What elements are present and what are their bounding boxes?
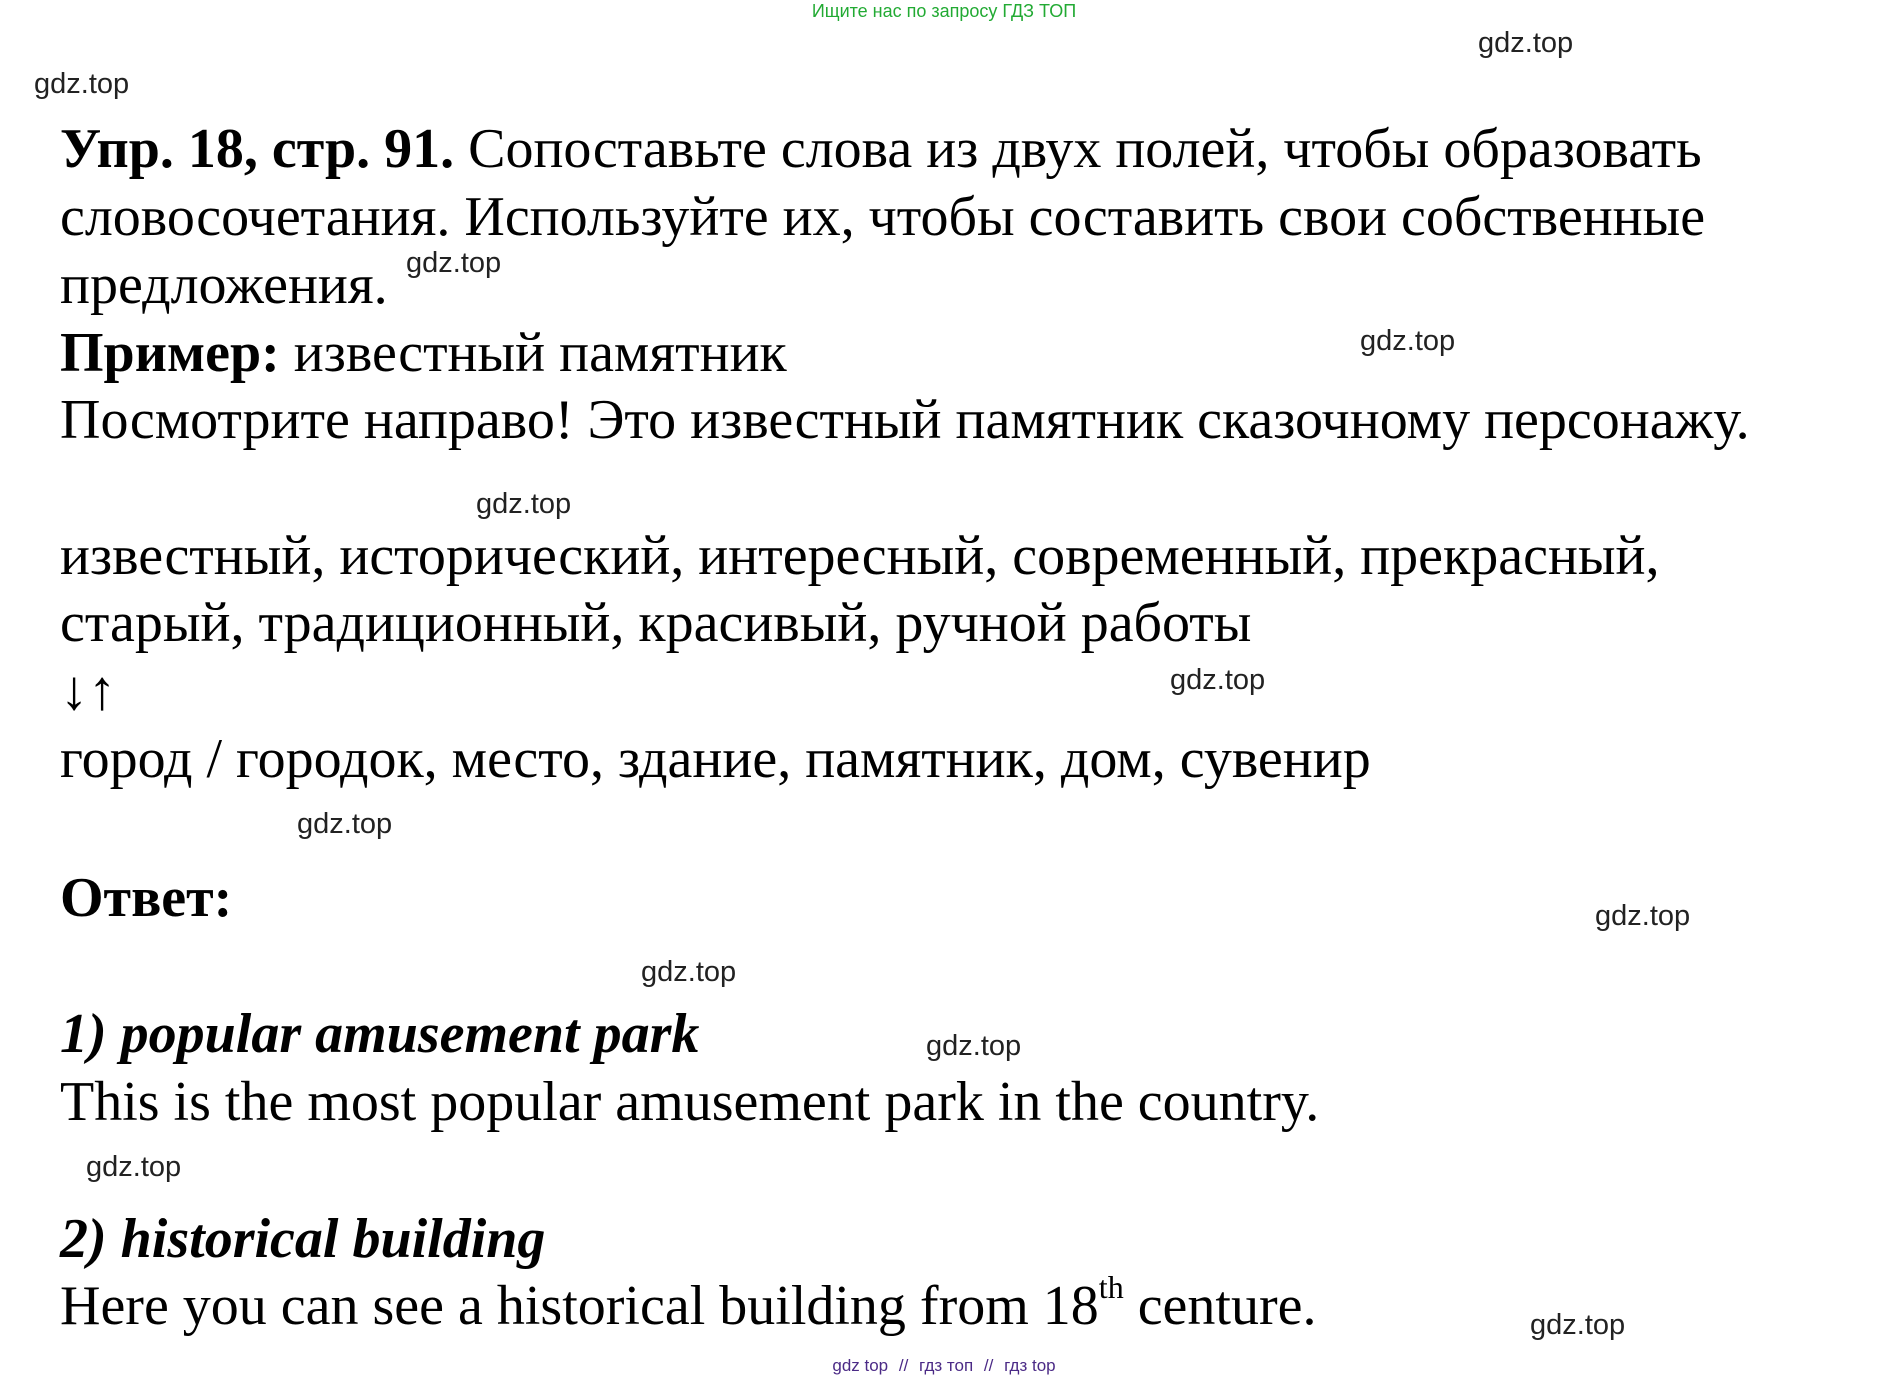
- answer-sentence: [60, 1269, 1317, 1339]
- task-line: предложения.: [60, 254, 388, 316]
- answer-heading: 1) popular amusement park: [60, 1003, 700, 1065]
- adjective-list: старый, традиционный, красивый, ручной работы: [60, 592, 1252, 654]
- watermark: gdz.top: [1170, 664, 1266, 696]
- example-label: Пример:: [60, 322, 280, 384]
- watermark: gdz.top: [926, 1030, 1022, 1062]
- footer-separator: //: [983, 1356, 994, 1375]
- sentence-text: Here you can see a historical building from 18: [60, 1275, 1099, 1337]
- example-line: [60, 320, 787, 386]
- watermark: gdz.top: [641, 956, 737, 988]
- top-banner: Ищите нас по запросу ГДЗ ТОП: [811, 1, 1077, 21]
- footer-link[interactable]: гдз top: [1004, 1356, 1056, 1375]
- footer-link[interactable]: gdz top: [832, 1356, 889, 1375]
- example-phrase: известный памятник: [279, 322, 787, 384]
- exercise-label: Упр. 18, стр. 91.: [60, 118, 455, 180]
- task-text: Сопоставьте слова из двух полей, чтобы образовать: [454, 118, 1702, 180]
- arrows: ↓↑: [60, 660, 116, 722]
- answer-heading: 2) historical building: [60, 1208, 546, 1270]
- example-sentence: Посмотрите направо! Это известный памятник сказочному персонажу.: [60, 389, 1750, 451]
- task-line: словосочетания. Используйте их, чтобы составить свои собственные: [60, 186, 1706, 248]
- footer: [0, 1356, 1888, 1376]
- watermark: gdz.top: [1530, 1309, 1626, 1341]
- watermark: gdz.top: [476, 488, 572, 520]
- watermark: gdz.top: [86, 1151, 182, 1183]
- watermark: gdz.top: [1595, 900, 1691, 932]
- footer-link[interactable]: гдз топ: [919, 1356, 974, 1375]
- answer-sentence: This is the most popular amusement park in the country.: [60, 1071, 1320, 1133]
- answer-label: Ответ:: [60, 867, 233, 929]
- watermark: gdz.top: [297, 808, 393, 840]
- watermark: gdz.top: [1360, 325, 1456, 357]
- watermark: gdz.top: [406, 247, 502, 279]
- watermark: gdz.top: [34, 68, 130, 100]
- watermark: gdz.top: [1478, 27, 1574, 59]
- ordinal-suffix: th: [1098, 1269, 1124, 1306]
- noun-list: город / городок, место, здание, памятник, дом, сувенир: [60, 728, 1371, 790]
- task-line: [60, 116, 1702, 182]
- sentence-text: centure.: [1123, 1275, 1317, 1337]
- footer-separator: //: [898, 1356, 909, 1375]
- adjective-list: известный, исторический, интересный, современный, прекрасный,: [60, 525, 1660, 587]
